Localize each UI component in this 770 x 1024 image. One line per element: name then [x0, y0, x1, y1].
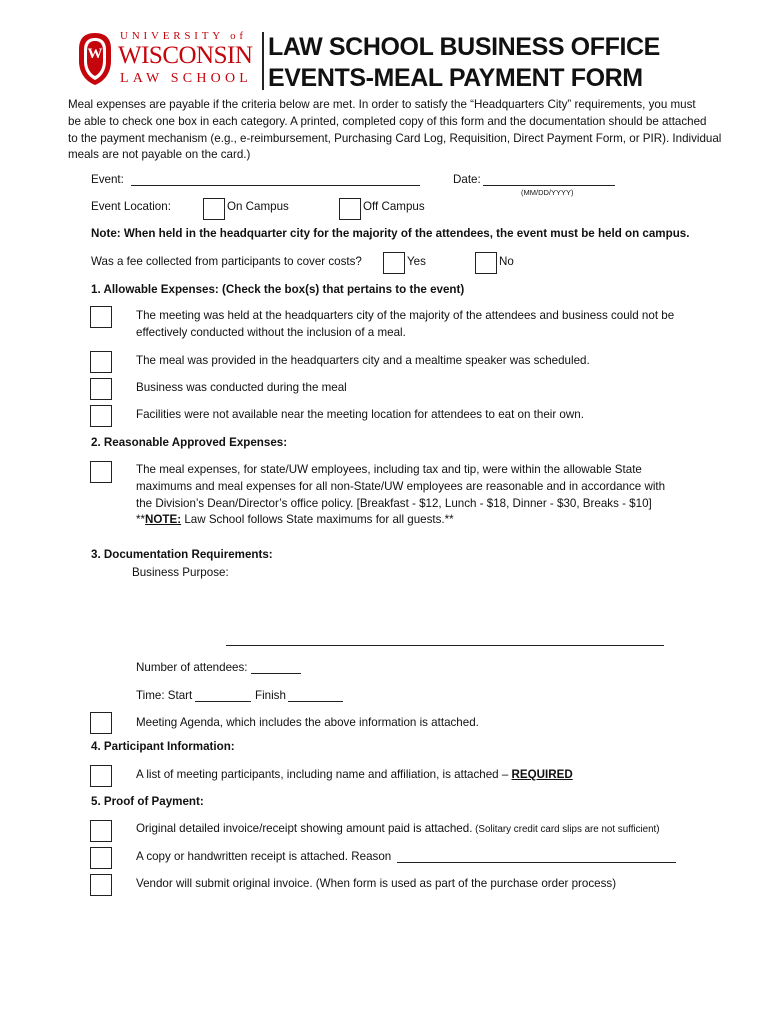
business-purpose-input[interactable]: [226, 645, 664, 646]
reasonable-expenses-text: [136, 462, 665, 529]
event-input[interactable]: [131, 185, 420, 186]
allowable-item-4: Facilities were not available near the meeting location for attendees to eat on their own.: [136, 408, 584, 421]
reasonable-line: the Division’s Dean/Director’s office policy. [Breakfast - $12, Lunch - $18, Dinner - $30, Breaks - $10]: [136, 496, 652, 510]
intro-paragraph: [68, 97, 722, 164]
section3-heading: 3. Documentation Requirements:: [91, 548, 273, 561]
handwritten-receipt-checkbox[interactable]: [90, 847, 112, 869]
fee-no-label: No: [499, 255, 514, 268]
note-prefix: **: [136, 513, 146, 527]
logo-divider: [262, 32, 264, 90]
section5-heading: 5. Proof of Payment:: [91, 795, 204, 808]
page-title-line1: LAW SCHOOL BUSINESS OFFICE: [268, 33, 660, 61]
participants-text: [136, 767, 573, 784]
section2-heading: 2. Reasonable Approved Expenses:: [91, 436, 288, 449]
agenda-checkbox[interactable]: [90, 712, 112, 734]
event-location-label: Event Location:: [91, 200, 171, 213]
on-campus-label: On Campus: [227, 200, 289, 213]
intro-line: Meal expenses are payable if the criteria below are met. In order to satisfy the “Headquarters City” requirements, you must: [68, 98, 696, 111]
intro-line: to the payment mechanism (e.g., e-reimbursement, Purchasing Card Log, Requisition, Direct Payment Form, or PIR). Individual: [68, 131, 722, 145]
logo-law-school-text: LAW SCHOOL: [120, 71, 253, 86]
allowable-checkbox-1[interactable]: [90, 306, 112, 328]
section4-heading: 4. Participant Information:: [91, 740, 235, 753]
fee-yes-checkbox[interactable]: [383, 252, 405, 274]
headquarter-note: Note: When held in the headquarter city for the majority of the attendees, the event must be held on campus.: [91, 227, 690, 240]
allowable-item-1-line1: The meeting was held at the headquarters city of the majority of the attendees and business could not be: [136, 309, 675, 322]
time-finish-input[interactable]: [288, 701, 343, 702]
university-logo: [76, 30, 262, 92]
reason-input[interactable]: [397, 862, 676, 863]
allowable-checkbox-3[interactable]: [90, 378, 112, 400]
intro-line: meals are not payable on the card.): [68, 148, 251, 162]
note-label: NOTE:: [145, 513, 182, 527]
reasonable-note: [136, 512, 665, 529]
attendees-label: Number of attendees:: [136, 661, 248, 674]
reasonable-line: The meal expenses, for state/UW employees, including tax and tip, were within the allowable State: [136, 463, 642, 476]
date-input[interactable]: [483, 185, 615, 186]
logo-university-text: UNIVERSITY of: [120, 30, 247, 42]
allowable-item-1: [136, 308, 674, 342]
time-start-input[interactable]: [195, 701, 251, 702]
agenda-text: Meeting Agenda, which includes the above information is attached.: [136, 716, 479, 729]
section1-heading: 1. Allowable Expenses: (Check the box(s) that pertains to the event): [91, 283, 465, 296]
fee-question: Was a fee collected from participants to cover costs?: [91, 255, 362, 268]
logo-wisconsin-text: WISCONSIN: [118, 42, 253, 69]
reasonable-expenses-checkbox[interactable]: [90, 461, 112, 483]
invoice-description: Original detailed invoice/receipt showing amount paid is attached.: [136, 822, 473, 835]
fee-no-checkbox[interactable]: [475, 252, 497, 274]
allowable-checkbox-4[interactable]: [90, 405, 112, 427]
invoice-checkbox[interactable]: [90, 820, 112, 842]
note-text: Law School follows State maximums for all guests.**: [181, 513, 454, 527]
business-purpose-label: Business Purpose:: [132, 566, 229, 579]
allowable-item-1-line2: effectively conducted without the inclusion of a meal.: [136, 325, 406, 339]
allowable-item-3: Business was conducted during the meal: [136, 381, 347, 394]
reasonable-line: maximums and meal expenses for all non-State/UW employees are reasonable and in accordance with: [136, 479, 666, 493]
invoice-text: [136, 821, 660, 839]
participants-description: A list of meeting participants, including name and affiliation, is attached –: [136, 768, 512, 781]
event-label: Event:: [91, 173, 124, 186]
date-format-hint: (MM/DD/YYYY): [521, 188, 574, 197]
date-label: Date:: [453, 173, 481, 186]
vendor-invoice-checkbox[interactable]: [90, 874, 112, 896]
participants-checkbox[interactable]: [90, 765, 112, 787]
intro-line: be able to check one box in each category. A printed, completed copy of this form and the documentation should be attached: [68, 114, 707, 128]
required-label: REQUIRED: [511, 768, 573, 781]
attendees-input[interactable]: [251, 673, 301, 674]
page-title-line2: EVENTS-MEAL PAYMENT FORM: [268, 64, 643, 92]
time-finish-label: Finish: [255, 689, 286, 702]
fee-yes-label: Yes: [407, 255, 426, 268]
allowable-item-2: The meal was provided in the headquarters city and a mealtime speaker was scheduled.: [136, 354, 590, 367]
off-campus-label: Off Campus: [363, 200, 425, 213]
on-campus-checkbox[interactable]: [203, 198, 225, 220]
vendor-invoice-text: Vendor will submit original invoice. (When form is used as part of the purchase order process): [136, 877, 617, 890]
invoice-small-note: (Solitary credit card slips are not sufficient): [472, 824, 660, 835]
handwritten-receipt-text: A copy or handwritten receipt is attached. Reason: [136, 850, 392, 863]
time-start-label: Time: Start: [136, 689, 193, 702]
crest-letter: W: [87, 46, 103, 62]
off-campus-checkbox[interactable]: [339, 198, 361, 220]
allowable-checkbox-2[interactable]: [90, 351, 112, 373]
